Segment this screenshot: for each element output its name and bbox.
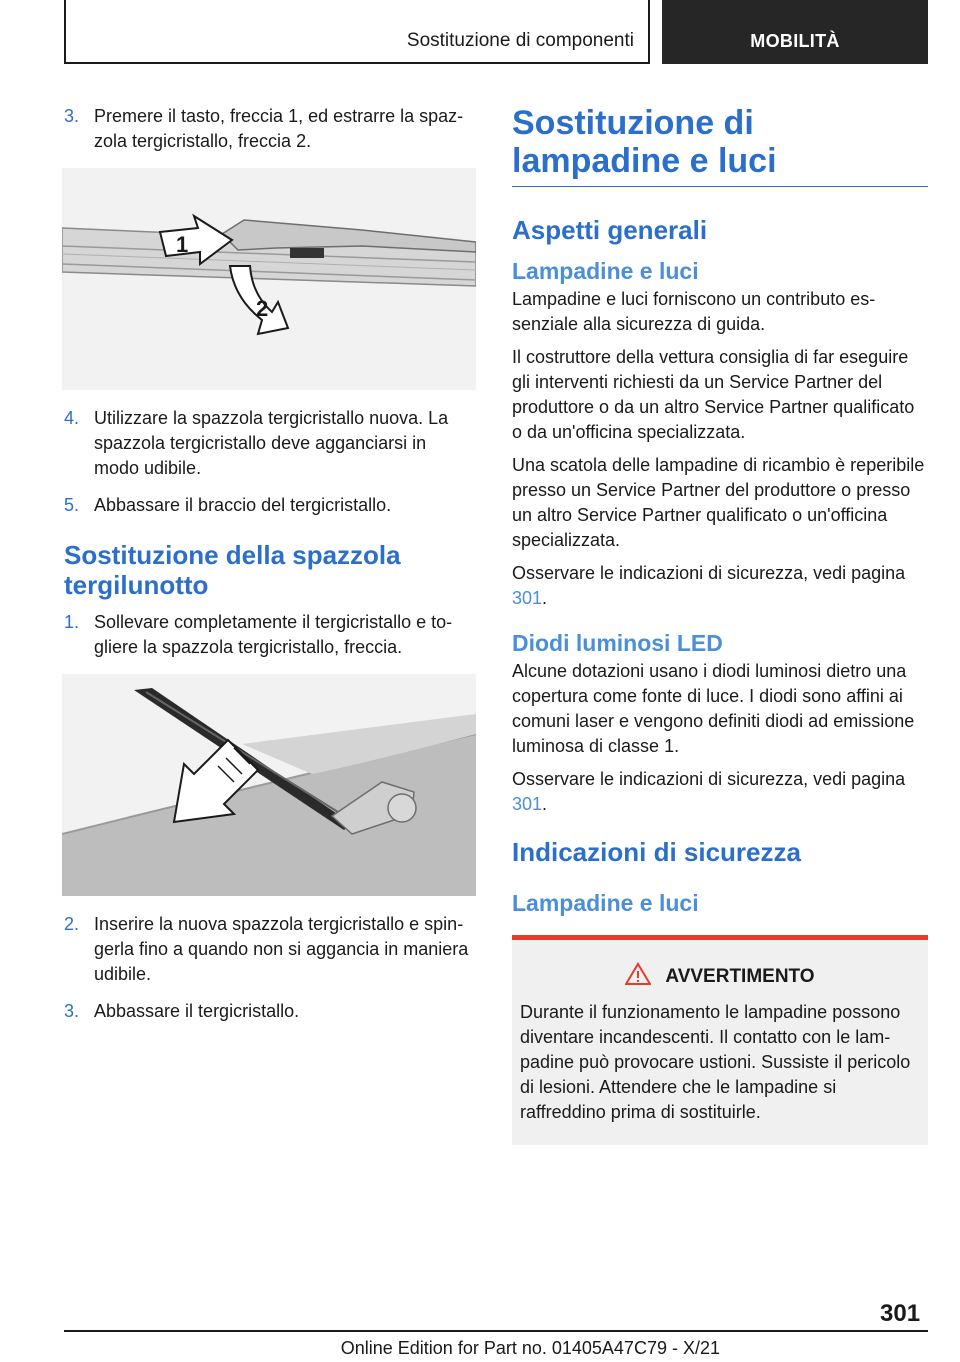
warning-text: Durante il funzionamento le lampadine possono diventare incandescenti. Il contatto con le lampadine può provocare ustioni. Sussiste il pericolo di lesioni. Attendere che le lampadine si raffreddino prima di sostituirle. <box>520 1002 911 1122</box>
paragraph-text: Osservare le indicazioni di sicurezza, vedi pagina <box>512 769 906 789</box>
footer-divider <box>64 1330 928 1332</box>
step-text: Inserire la nuova spazzola tergicristallo e spingerla fino a quando non si aggancia in maniera udibile. <box>94 914 469 984</box>
step-item <box>64 493 476 518</box>
page-link[interactable]: 301 <box>512 794 543 814</box>
step-number: 1. <box>64 612 80 632</box>
paragraph: Lampadine e luci forniscono un contributo essenziale alla sicurezza di guida. <box>512 289 876 334</box>
section-title: Sostituzione di componenti <box>406 30 634 51</box>
warning-title: AVVERTIMENTO <box>665 966 815 987</box>
section-heading: Indicazioni di sicurezza <box>512 837 801 867</box>
page-number: 301 <box>880 1300 921 1327</box>
subsection-heading: Lampadine e luci <box>512 890 699 916</box>
paragraph-end: . <box>542 794 548 814</box>
paragraph-end: . <box>542 588 548 608</box>
step-item <box>64 610 476 660</box>
paragraph-text: Osservare le indicazioni di sicurezza, vedi pagina <box>512 563 906 583</box>
left-column <box>64 104 476 1036</box>
page-link[interactable]: 301 <box>512 588 543 608</box>
warning-triangle-icon <box>625 962 651 992</box>
wiper-release-illustration <box>62 168 476 390</box>
step-text: Abbassare il tergicristallo. <box>94 1001 300 1021</box>
page-header <box>64 0 928 64</box>
step-number: 5. <box>64 495 80 515</box>
arrow-1-label: 1 <box>176 232 189 257</box>
paragraph <box>512 767 928 817</box>
step-text: Utilizzare la spazzola tergicristallo nuova. La spazzola tergicristallo deve agganciarsi in modo udibile. <box>94 408 449 478</box>
section-heading: Sostituzione della spazzola tergilunotto <box>64 540 401 600</box>
step-text: Abbassare il braccio del tergicristallo. <box>94 495 392 515</box>
chapter-title: MOBILITÀ <box>750 31 840 51</box>
warning-header <box>520 962 920 992</box>
paragraph <box>512 561 928 611</box>
section-heading: Aspetti generali <box>512 215 708 245</box>
step-item <box>64 104 476 154</box>
step-item <box>64 406 476 481</box>
subsection-heading: Lampadine e luci <box>512 258 699 284</box>
arrow-2-label: 2 <box>256 296 269 321</box>
step-number: 4. <box>64 408 80 428</box>
step-item <box>64 999 476 1024</box>
rear-wiper-illustration <box>62 674 476 896</box>
chapter-tab <box>662 0 928 64</box>
right-column <box>512 104 928 1145</box>
paragraph: Una scatola delle lampadine di ricambio è reperibile presso un Service Partner del produttore o presso un altro Service Partner qualificato o un'officina specializzata. <box>512 455 925 550</box>
step-item <box>64 912 476 987</box>
step-number: 3. <box>64 106 80 126</box>
step-text: Sollevare completamente il tergicristallo e togliere la spazzola tergicristallo, freccia. <box>94 612 453 657</box>
paragraph: Alcune dotazioni usano i diodi luminosi dietro una copertura come fonte di luce. I diodi sono affini ai comuni laser e vengono definiti diodi ad emissione luminosa di classe 1. <box>512 661 915 756</box>
edition-note: Online Edition for Part no. 01405A47C79 - X/21 <box>340 1338 720 1358</box>
section-tab <box>64 0 650 64</box>
page-title: Sostituzione di lampadine e luci <box>512 104 928 187</box>
paragraph: Il costruttore della vettura consiglia di far eseguire gli interventi richiesti da un Service Partner del produttore o da un altro Service Partner qualificato o da un'officina specializzata. <box>512 347 915 442</box>
step-number: 2. <box>64 914 80 934</box>
warning-box <box>512 935 928 1145</box>
step-text: Premere il tasto, freccia 1, ed estrarre la spazzola tergicristallo, freccia 2. <box>94 106 464 151</box>
step-number: 3. <box>64 1001 80 1021</box>
subsection-heading: Diodi luminosi LED <box>512 630 723 656</box>
